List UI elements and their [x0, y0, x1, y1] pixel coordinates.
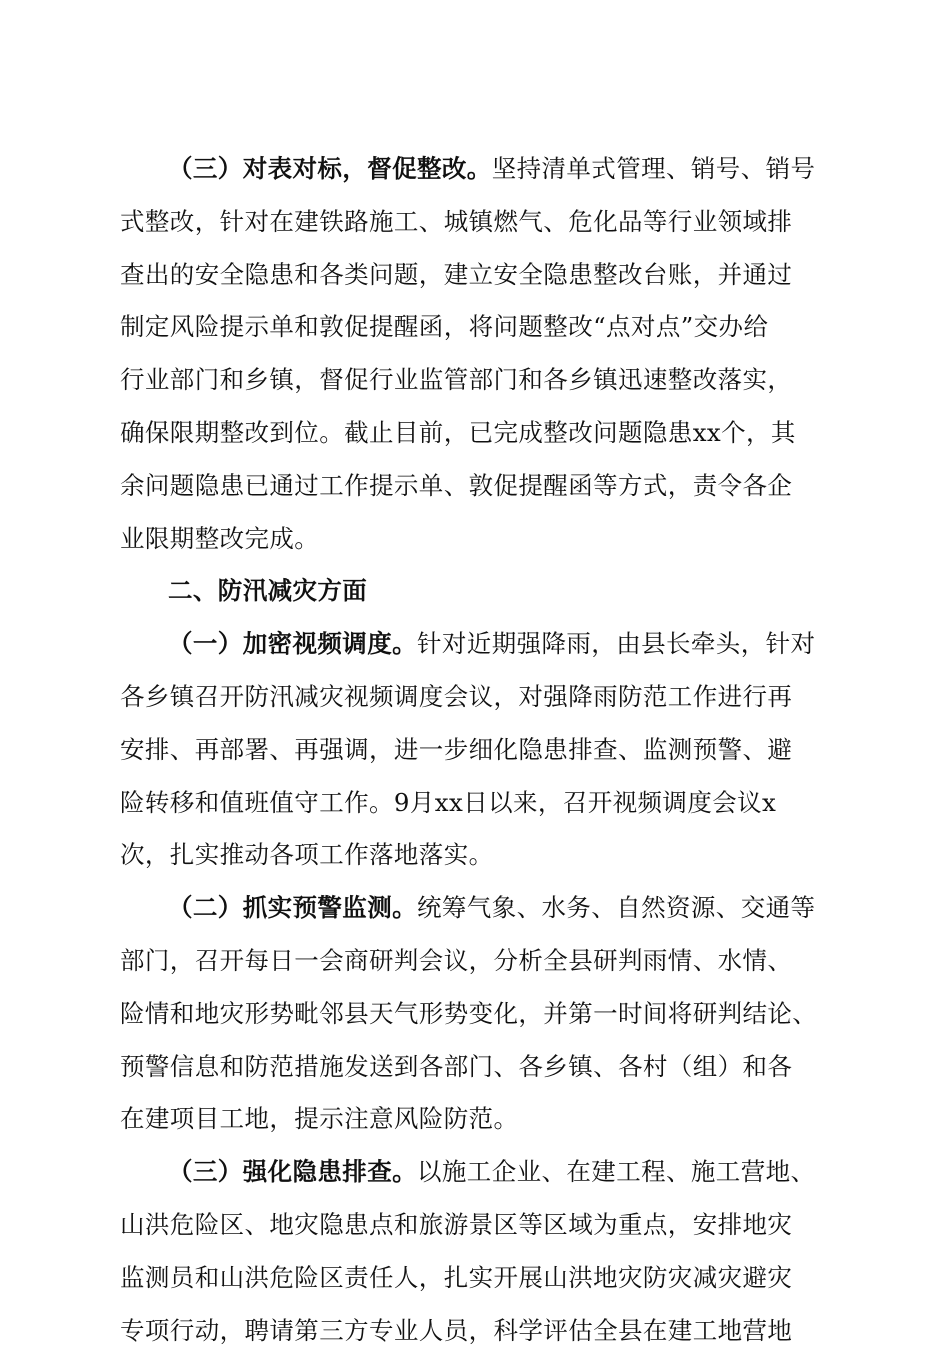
text-line — [120, 143, 840, 196]
line-text: 确保限期整改到位。截止目前，已完成整改问题隐患xx个，其 — [120, 417, 796, 447]
line-text: 制定风险提示单和敦促提醒函，将问题整改“点对点”交办给 — [120, 312, 769, 342]
subsection-heading: （三）对表对标，督促整改。 — [168, 154, 492, 183]
line-text: 以施工企业、在建工程、施工营地、 — [417, 1157, 816, 1187]
line-text: 业限期整改完成。 — [120, 523, 320, 553]
text-line — [120, 1252, 840, 1305]
line-text: 专项行动，聘请第三方专业人员，科学评估全县在建工地营地 — [120, 1315, 793, 1345]
line-text: 险转移和值班值守工作。9月xx日以来，召开视频调度会议x — [120, 787, 777, 817]
text-line — [120, 988, 840, 1041]
text-line — [120, 196, 840, 249]
line-text: 在建项目工地，提示注意风险防范。 — [120, 1104, 519, 1134]
text-line — [120, 460, 840, 513]
text-line — [120, 1093, 840, 1146]
subsection-heading: （二）抓实预警监测。 — [168, 893, 417, 923]
text-line — [120, 249, 840, 302]
text-line — [120, 354, 840, 407]
line-text: 统筹气象、水务、自然资源、交通等 — [417, 893, 816, 923]
line-text: 针对近期强降雨，由县长牵头，针对 — [417, 629, 816, 659]
text-line — [120, 618, 840, 671]
text-line — [120, 407, 840, 460]
section-heading: 二、防汛减灾方面 — [168, 576, 368, 606]
text-line — [120, 1146, 840, 1199]
text-line — [120, 301, 840, 354]
text-line — [120, 1199, 840, 1252]
line-text: 部门，召开每日一会商研判会议，分析全县研判雨情、水情、 — [120, 945, 793, 975]
text-line — [120, 513, 840, 566]
text-line — [120, 829, 840, 882]
text-line — [120, 1041, 840, 1094]
subsection-heading: （三）强化隐患排查。 — [168, 1157, 417, 1187]
subsection-heading: （一）加密视频调度。 — [168, 629, 417, 659]
text-line — [120, 671, 840, 724]
text-line — [120, 882, 840, 935]
line-text: 预警信息和防范措施发送到各部门、各乡镇、各村（组）和各 — [120, 1051, 793, 1081]
section-heading-line — [120, 565, 840, 618]
text-line — [120, 1305, 840, 1357]
line-text: 坚持清单式管理、销号、销号 — [491, 154, 816, 183]
line-text: 次，扎实推动各项工作落地落实。 — [120, 840, 494, 870]
line-text: 余问题隐患已通过工作提示单、敦促提醒函等方式，责令各企 — [120, 470, 793, 500]
line-text: 行业部门和乡镇，督促行业监管部门和各乡镇迅速整改落实， — [120, 365, 793, 395]
line-text: 查出的安全隐患和各类问题，建立安全隐患整改台账，并通过 — [120, 259, 793, 289]
line-text: 山洪危险区、地灾隐患点和旅游景区等区域为重点，安排地灾 — [120, 1209, 793, 1239]
text-line — [120, 777, 840, 830]
line-text: 各乡镇召开防汛减灾视频调度会议，对强降雨防范工作进行再 — [120, 681, 793, 711]
text-line — [120, 724, 840, 777]
line-text: 安排、再部署、再强调，进一步细化隐患排查、监测预警、避 — [120, 734, 793, 764]
text-line — [120, 935, 840, 988]
line-text: 式整改，针对在建铁路施工、城镇燃气、危化品等行业领域排 — [120, 206, 793, 236]
document-body — [120, 143, 840, 1357]
line-text: 险情和地灾形势毗邻县天气形势变化，并第一时间将研判结论、 — [120, 998, 818, 1028]
line-text: 监测员和山洪危险区责任人，扎实开展山洪地灾防灾减灾避灾 — [120, 1262, 793, 1292]
